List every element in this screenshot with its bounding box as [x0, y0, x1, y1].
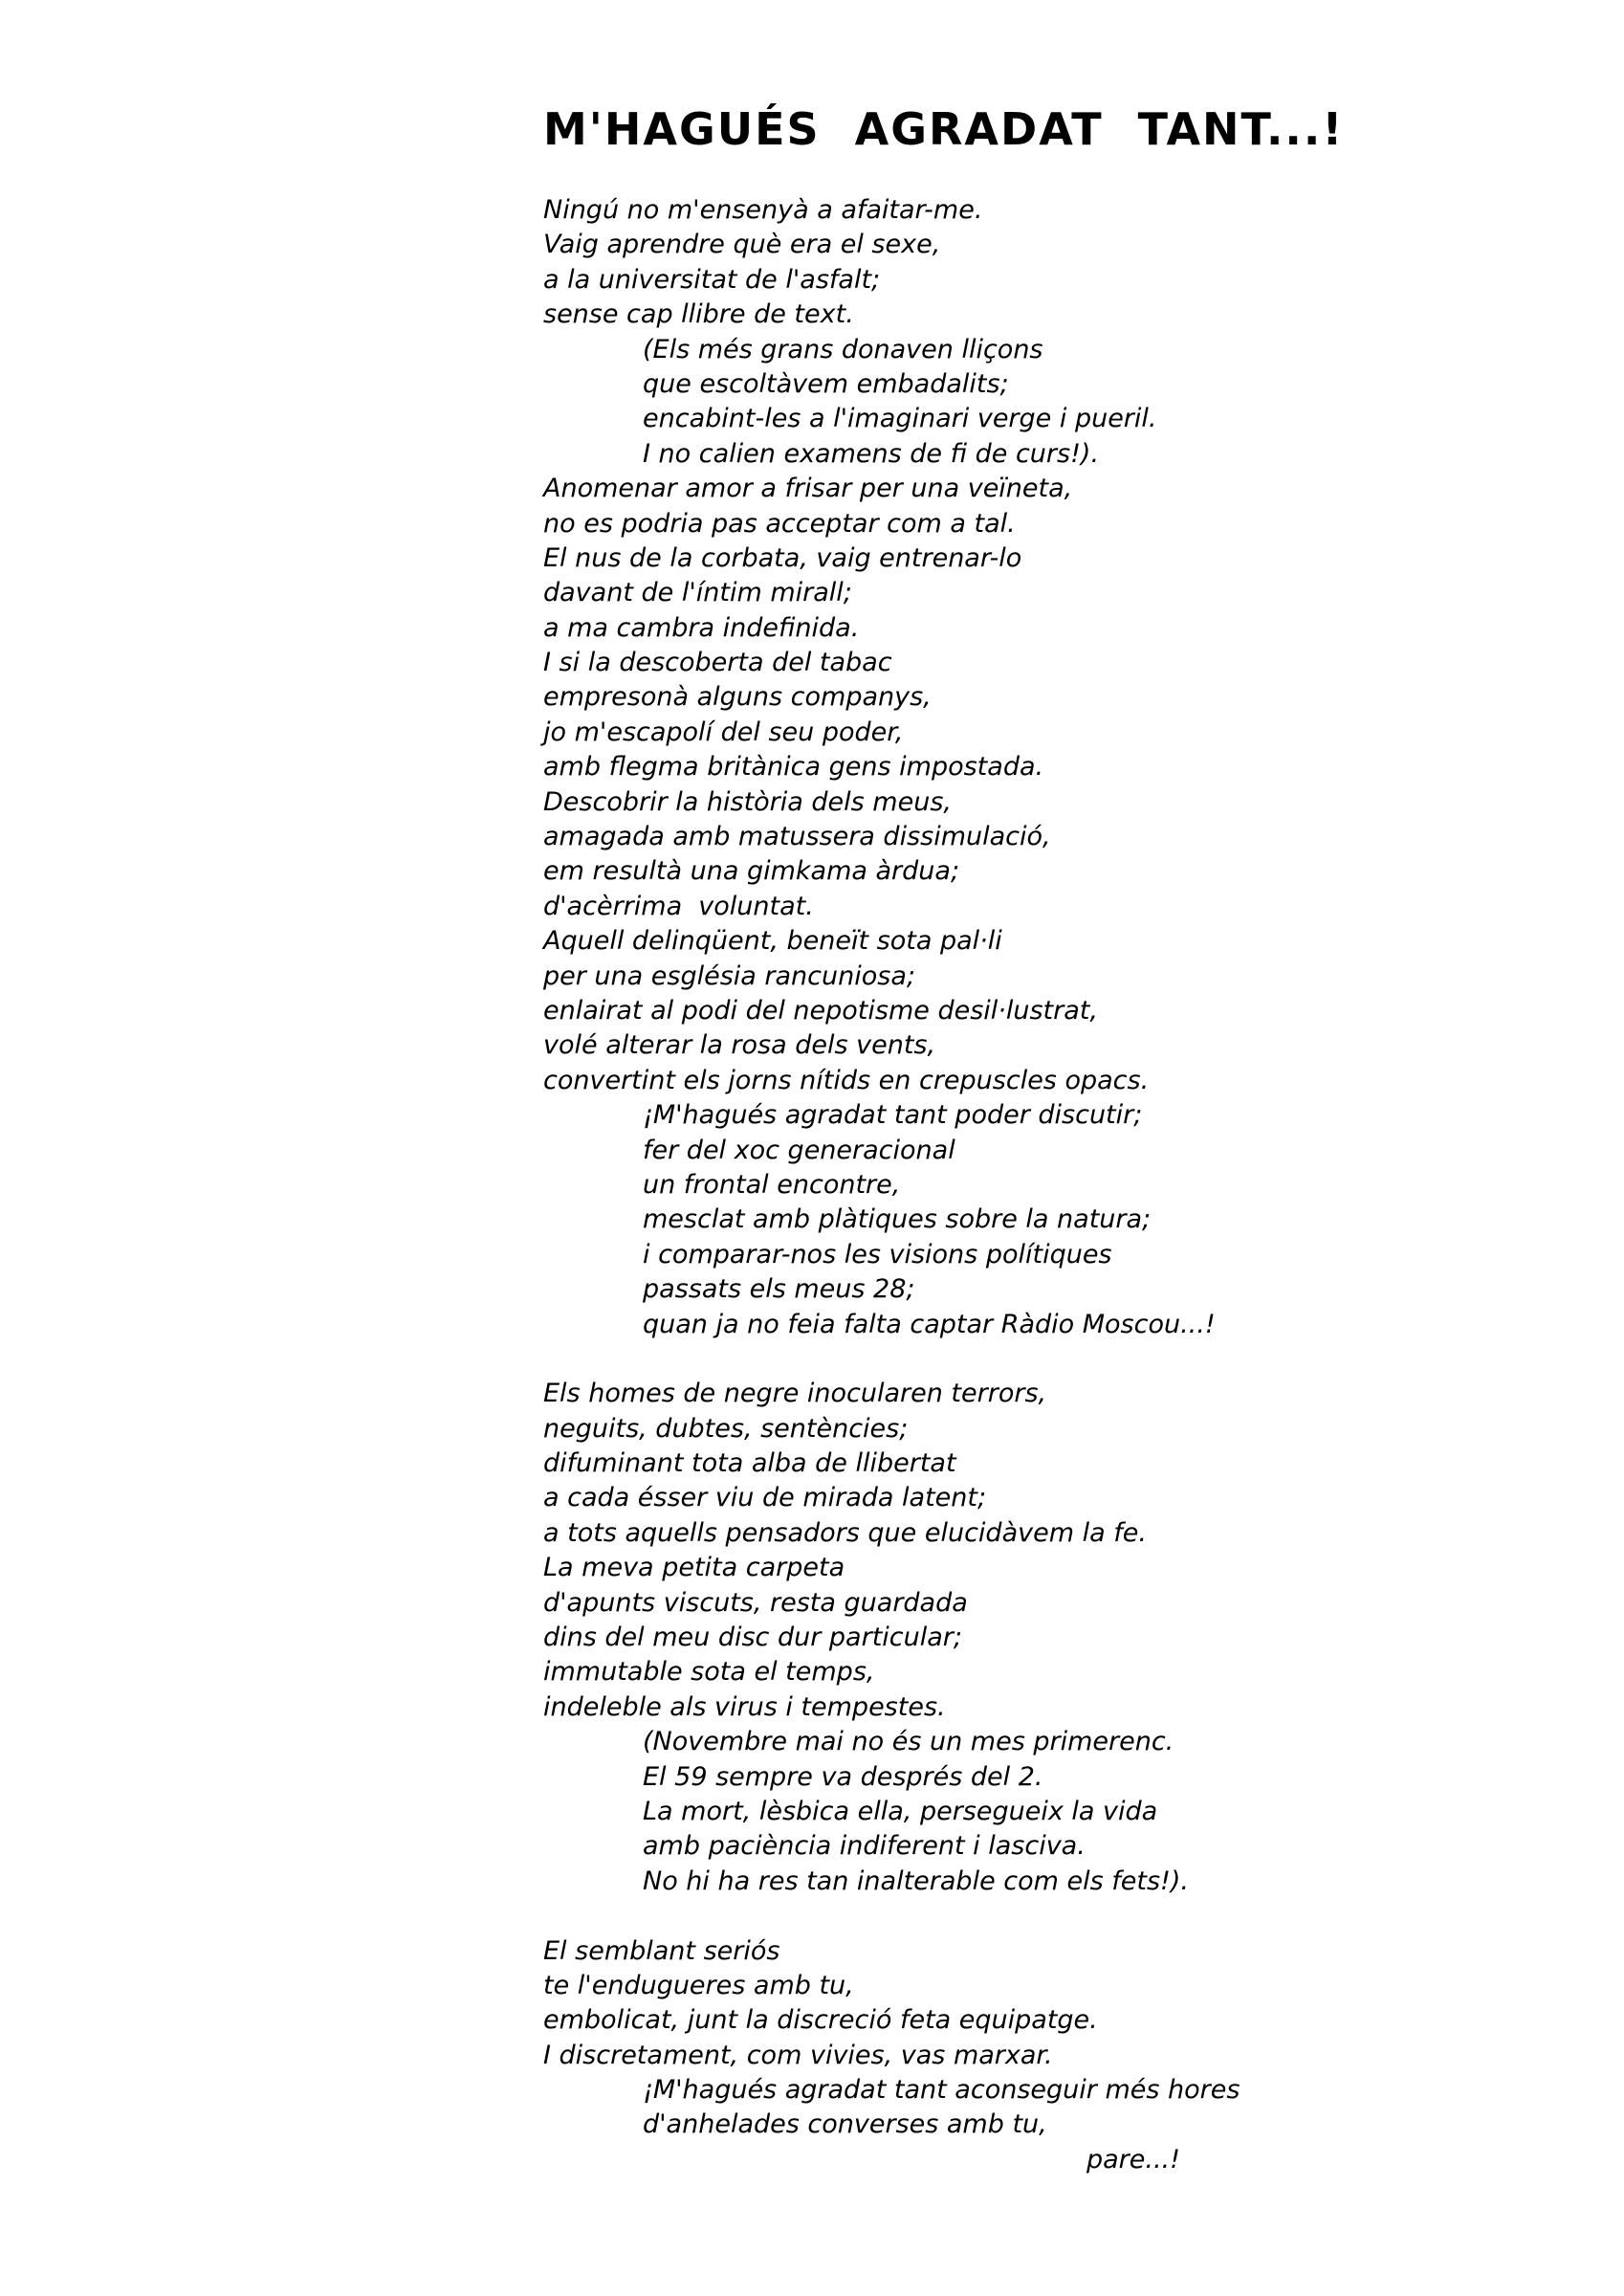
poem-line: Ningú no m'ensenyà a afaitar-me.	[543, 195, 983, 225]
poem-line: no es podria pas acceptar com a tal.	[543, 508, 1016, 539]
poem-line: volé alterar la rosa dels vents,	[543, 1030, 936, 1061]
poem-line: amb flegma britànica gens impostada.	[543, 752, 1044, 783]
poem-line: passats els meus 28;	[643, 1274, 915, 1305]
poem-line: indeleble als virus i tempestes.	[543, 1691, 946, 1722]
poem-line: a ma cambra indefinida.	[543, 612, 860, 643]
poem-line: per una església rancuniosa;	[543, 960, 915, 991]
poem-line: i comparar-nos les visions polítiques	[643, 1239, 1112, 1269]
poem-line: a la universitat de l'asfalt;	[543, 264, 881, 295]
poem-line: embolicat, junt la discreció feta equipatge.	[543, 2005, 1098, 2036]
poem-line: ¡M'hagués agradat tant aconseguir més hores	[643, 2075, 1240, 2106]
poem-line: Descobrir la història dels meus,	[543, 786, 952, 817]
poem-line: davant de l'íntim mirall;	[543, 578, 852, 608]
stanza-break	[543, 1342, 1595, 1377]
poem-line: a tots aquells pensadors que elucidàvem la fe.	[543, 1517, 1147, 1548]
poem-line: mesclat amb plàtiques sobre la natura;	[643, 1204, 1152, 1235]
poem-line: convertint els jorns nítids en crepuscles opacs.	[543, 1065, 1150, 1095]
poem-line: jo m'escapolí del seu poder,	[543, 717, 904, 747]
poem-line: No hi ha res tan inalterable com els fets!).	[643, 1866, 1189, 1896]
poem-line: La mort, lèsbica ella, persegueix la vida	[643, 1796, 1158, 1826]
poem-line: d'acèrrima voluntat.	[543, 891, 814, 921]
poem-line: (Els més grans donaven lliçons	[643, 334, 1043, 364]
poem-line: neguits, dubtes, sentències;	[543, 1413, 909, 1444]
poem-line: I no calien examens de fi de curs!).	[643, 438, 1100, 469]
poem-line: quan ja no feia falta captar Ràdio Moscou...!	[643, 1309, 1216, 1339]
poem-line: immutable sota el temps,	[543, 1657, 875, 1688]
poem-line: El nus de la corbata, vaig entrenar-lo	[543, 542, 1022, 573]
poem-line: empresonà alguns companys,	[543, 682, 932, 713]
poem-line: ¡M'hagués agradat tant poder discutir;	[643, 1100, 1143, 1131]
poem-line: a cada ésser viu de mirada latent;	[543, 1483, 987, 1513]
poem-line: La meva petita carpeta	[543, 1553, 845, 1583]
poem-line: I discretament, com vivies, vas marxar.	[543, 2040, 1053, 2070]
poem-line: difuminant tota alba de llibertat	[543, 1448, 956, 1479]
poem-line: encabint-les a l'imaginari verge i pueril.	[643, 404, 1157, 434]
poem-line: Els homes de negre inocularen terrors,	[543, 1379, 1047, 1409]
poem-line: El semblant seriós	[543, 1935, 780, 1966]
poem-line: em resultà una gimkama àrdua;	[543, 856, 960, 887]
poem-line: un frontal encontre,	[643, 1169, 901, 1200]
poem-body	[543, 193, 1595, 2177]
poem-line: amagada amb matussera dissimulació,	[543, 822, 1051, 852]
poem-line: sense cap llibre de text.	[543, 299, 854, 330]
poem-line: d'apunts viscuts, resta guardada	[543, 1587, 968, 1618]
poem-line: (Novembre mai no és un mes primerenc.	[643, 1727, 1174, 1757]
poem-closing-line: pare...!	[1086, 2144, 1180, 2175]
poem-line: enlairat al podi del nepotisme desil·lustrat,	[543, 995, 1098, 1026]
poem-line: d'anhelades converses amb tu,	[643, 2109, 1047, 2140]
poem-line: amb paciència indiferent i lasciva.	[643, 1831, 1086, 1862]
poem-line: Vaig aprendre què era el sexe,	[543, 230, 941, 260]
stanza-break	[543, 1899, 1595, 1933]
poem-line: Anomenar amor a frisar per una veïneta,	[543, 474, 1073, 504]
poem-line: fer del xoc generacional	[643, 1135, 955, 1165]
poem-line: dins del meu disc dur particular;	[543, 1623, 962, 1653]
poem-line: te l'endugueres amb tu,	[543, 1970, 854, 2000]
poem-line: Aquell delinqüent, beneït sota pal·li	[543, 926, 1002, 957]
poem-title: M'HAGUÉS AGRADAT TANT...!	[543, 103, 1345, 155]
poem-line: I si la descoberta del tabac	[543, 648, 892, 678]
poem-line: que escoltàvem embadalits;	[643, 368, 1009, 399]
poem-line: El 59 sempre va després del 2.	[643, 1761, 1043, 1792]
